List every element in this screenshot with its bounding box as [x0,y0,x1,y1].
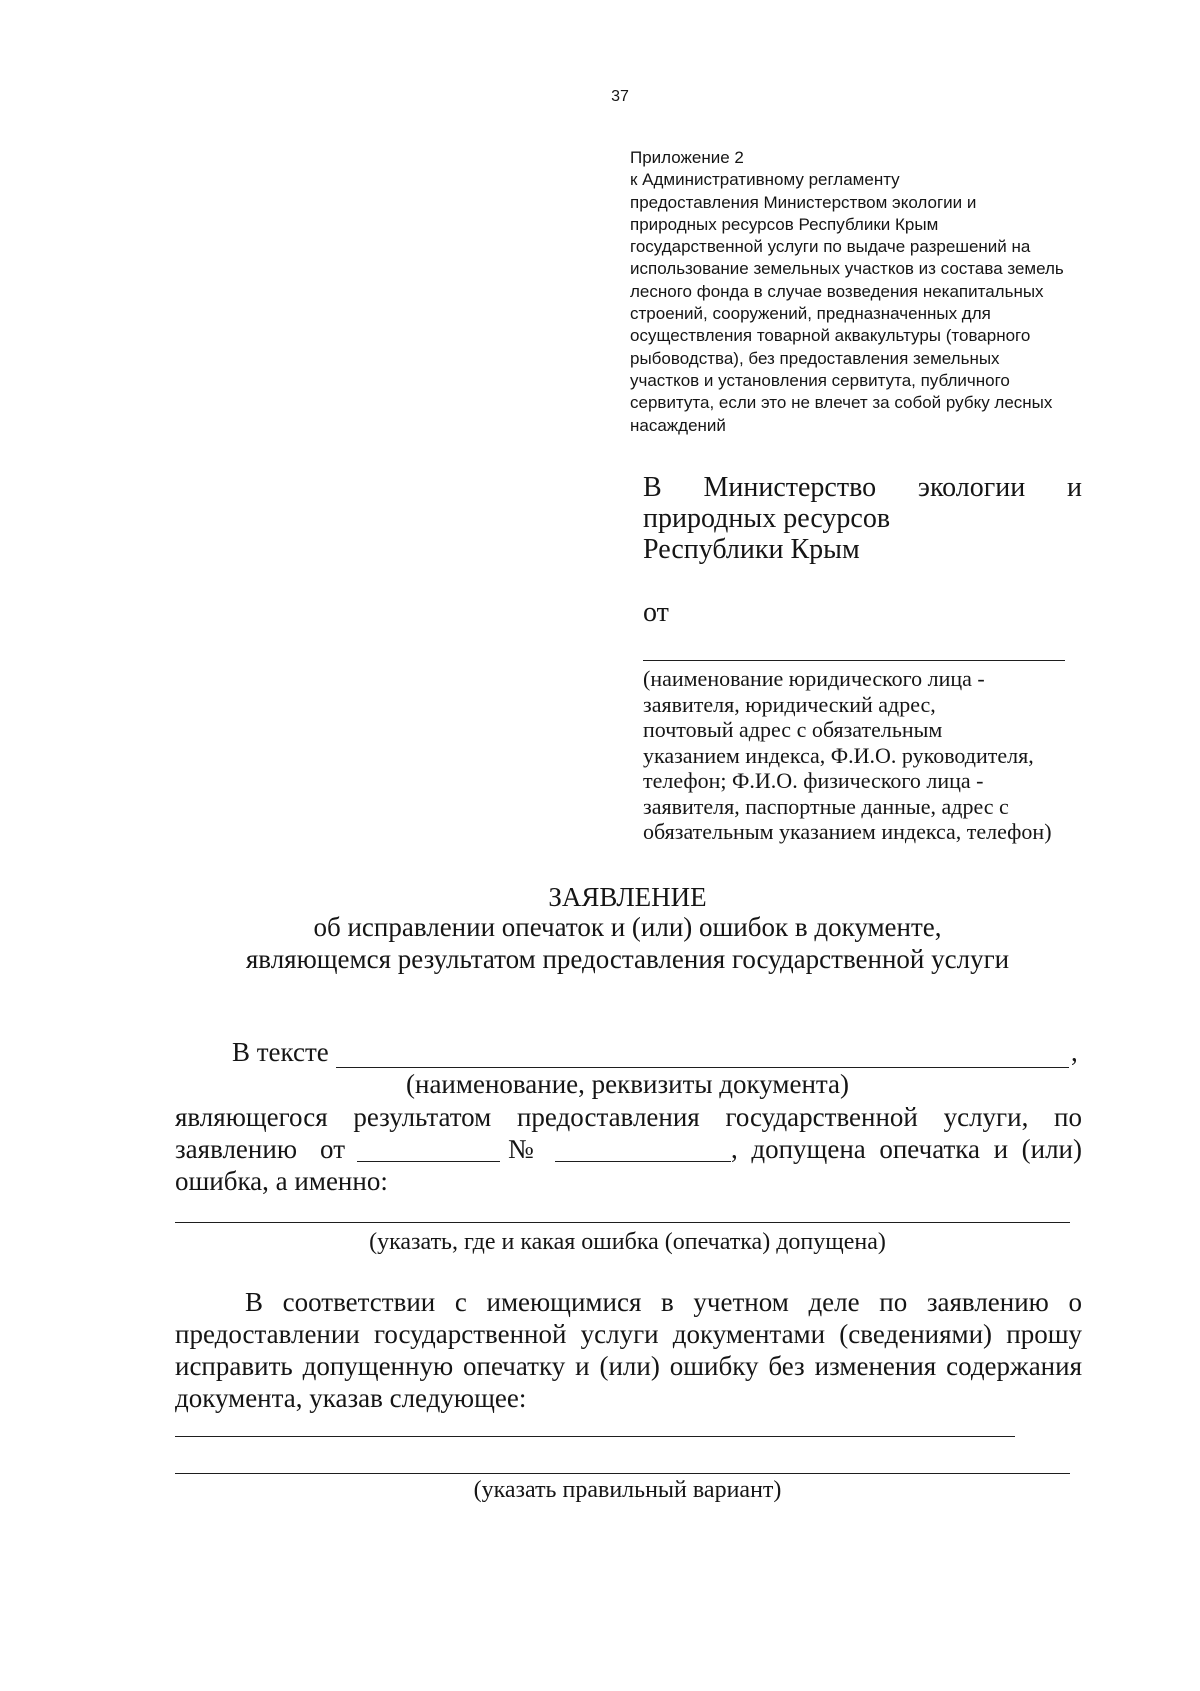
appendix-line: предоставления Министерством экологии и [630,192,977,212]
addressee-line: природных ресурсов [643,502,891,534]
appendix-line: сервитута, если это не влечет за собой рубку лесных [630,393,1053,413]
appendix-line: использование земельных участков из состава земель [630,259,1064,279]
appendix-block [630,147,1064,437]
sender-label: от [643,596,669,628]
correct-variant-caption: (указать правильный вариант) [473,1477,782,1503]
request-line: В соответствии с имеющимися в учетном деле по заявлению о [245,1287,1082,1317]
sender-caption-line: заявителя, юридический адрес, [643,691,936,717]
in-text-comma: , [1071,1037,1078,1067]
in-text-label: В тексте [232,1037,329,1067]
appendix-line: государственной услуги по выдаче разрешений на [630,237,1031,257]
appendix-line: насаждений [630,415,726,435]
number-sign: № [508,1134,534,1164]
appendix-line: к Административному регламенту [630,170,900,190]
appendix-line: Приложение 2 [630,148,744,167]
application-subtitle-line: являющемся результатом предоставления государственной услуги [245,944,1010,974]
sender-fill-line [643,660,1065,661]
appendix-line: осуществления товарной аквакультуры (товарного [630,326,1031,346]
document-caption: (наименование, реквизиты документа) [406,1069,849,1099]
sender-caption-line: заявителя, паспортные данные, адрес с [643,793,1009,819]
correct-variant-fill-line [175,1473,1070,1474]
appendix-line: природных ресурсов Республики Крым [630,214,939,234]
appendix-line: рыбоводства), без предоставления земельных [630,348,1000,368]
request-line: документа, указав следующее: [175,1383,527,1413]
sender-caption-line: указанием индекса, Ф.И.О. руководителя, [643,742,1034,768]
sender-caption-line: (наименование юридического лица - [643,666,985,691]
typo-admitted-text: , допущена опечатка и (или) [731,1134,1082,1164]
appendix-line: участков и установления сервитута, публичного [630,370,1010,390]
namely-line: ошибка, а именно: [175,1166,388,1196]
addressee-line: Республики Крым [643,533,860,565]
sender-caption-line: почтовый адрес с обязательным [643,717,943,742]
addressee-line: В Министерство экологии и [643,471,1082,503]
application-title: ЗАЯВЛЕНИЕ [548,882,707,912]
request-line: исправить допущенную опечатку и (или) ошибку без изменения содержания [175,1351,1082,1381]
error-description-fill-line [175,1222,1070,1223]
request-line: предоставлении государственной услуги документами (сведениями) прошу [175,1319,1082,1349]
appendix-line: строений, сооружений, предназначенных для [630,304,991,324]
sender-caption-line: телефон; Ф.И.О. физического лица - [643,768,984,793]
application-number-fill-line [555,1161,731,1162]
application-from-label: заявлению от [175,1134,345,1164]
application-date-fill-line [357,1161,500,1162]
correct-variant-fill-line [175,1436,1015,1437]
result-line: являющегося результатом предоставления государственной услуги, по [175,1102,1082,1132]
page-number: 37 [611,88,629,105]
error-caption: (указать, где и какая ошибка (опечатка) допущена) [369,1229,886,1255]
application-subtitle-line: об исправлении опечаток и (или) ошибок в документе, [313,912,942,942]
sender-caption [643,666,1052,845]
appendix-line: лесного фонда в случае возведения некапитальных [630,281,1044,301]
sender-caption-line: обязательным указанием индекса, телефон) [643,819,1052,844]
